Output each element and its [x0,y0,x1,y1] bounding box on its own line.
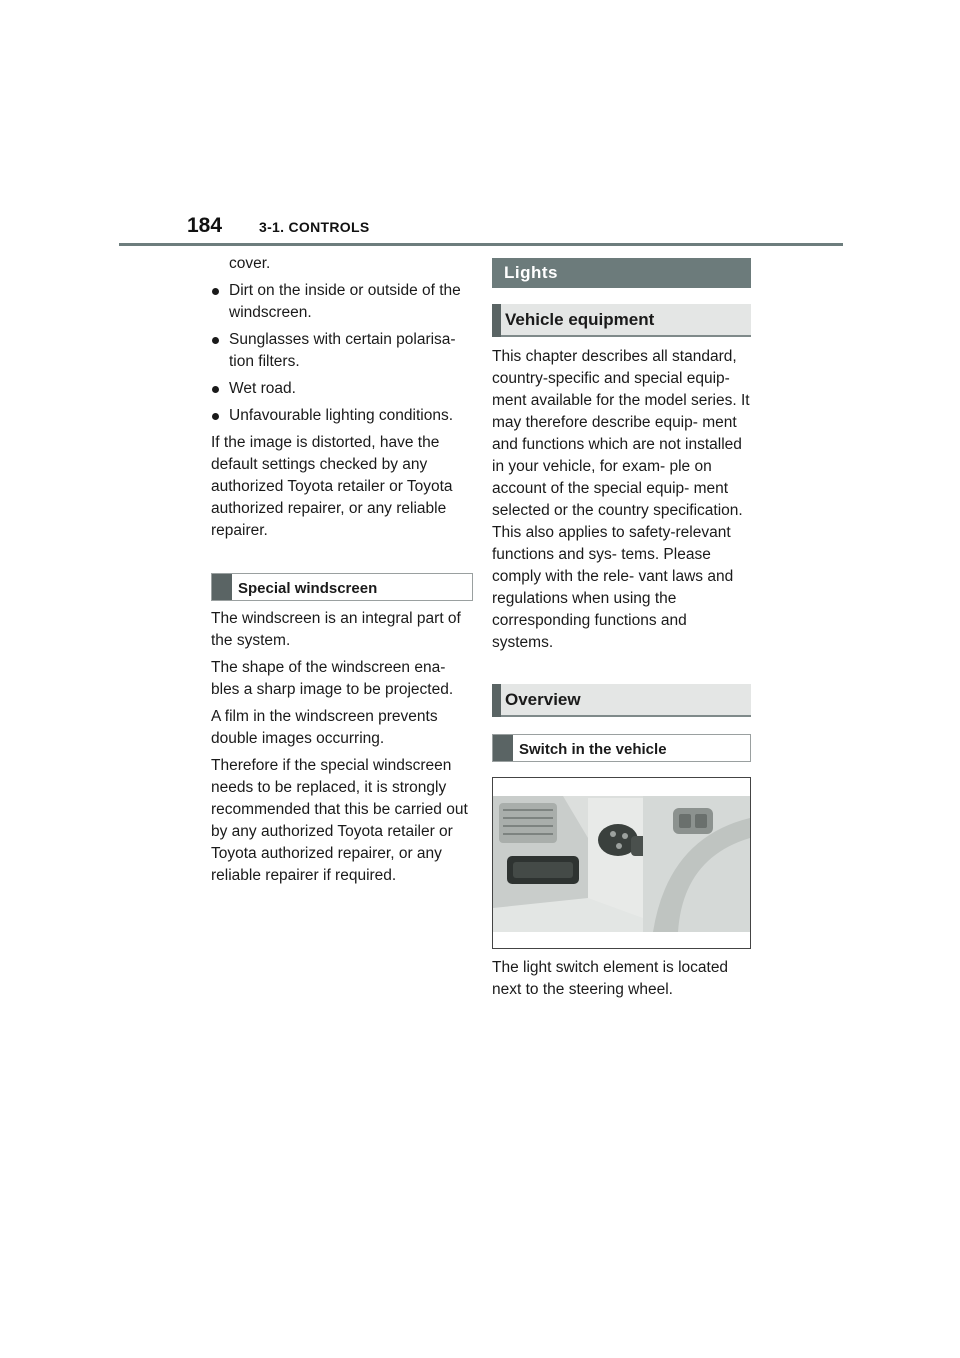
lights-heading [492,258,751,288]
list-item: Sunglasses with certain polarisa- tion filters. [211,329,473,373]
header-divider [119,243,843,246]
special-windscreen-heading [211,573,473,601]
dashboard-illustration [493,778,750,948]
page-number: 184 [187,214,223,237]
list-item: Dirt on the inside or outside of the windscreen. [211,280,473,324]
heading-accent-bar [492,304,501,337]
section-title: 3-1. CONTROLS [259,219,370,235]
light-switch-figure [492,777,751,949]
right-column [492,258,751,1006]
heading-text: Switch in the vehicle [519,741,667,758]
list-item-continuation: cover. [229,255,271,272]
heading-accent-bar [493,735,513,761]
list-item: Unfavourable lighting conditions. [211,405,473,427]
heading-text: Vehicle equipment [505,310,655,329]
overview-heading [492,684,751,717]
paragraph: The windscreen is an integral part of the system. [211,610,461,649]
paragraph: A film in the windscreen prevents double images occurring. [211,708,438,747]
paragraph: The shape of the windscreen ena- bles a sharp image to be projected. [211,659,454,698]
vehicle-equipment-heading [492,304,751,337]
switch-in-vehicle-heading [492,734,751,762]
paragraph: If the image is distorted, have the default settings checked by any authorized Toyota retailer or Toyota authorized repairer, or any reliable repairer. [211,434,453,539]
paragraph: Therefore if the special windscreen needs to be replaced, it is strongly recommended that this be carried out by any authorized Toyota retailer or Toyota authorized repairer, or any reliable repairer if required. [211,757,468,884]
heading-text: Special windscreen [238,580,378,597]
figure-caption: The light switch element is located next to the steering wheel. [492,959,729,998]
heading-accent-bar [212,574,232,600]
paragraph: This chapter describes all standard, country-specific and special equip- ment available for the model series. It may therefore describe equip- ment and functions which are not installed in your vehicle, for exam- ple on account of the special equip- ment selected or the country specification. This also applies to safety-relevant functions and sys- tems. Please comply with the rele- vant laws and regulations when using the corresponding functions and systems. [492,348,750,651]
left-column [211,253,473,892]
list-item: Wet road. [211,378,473,400]
heading-accent-bar [492,684,501,717]
heading-text: Lights [504,263,558,282]
heading-text: Overview [505,690,581,709]
